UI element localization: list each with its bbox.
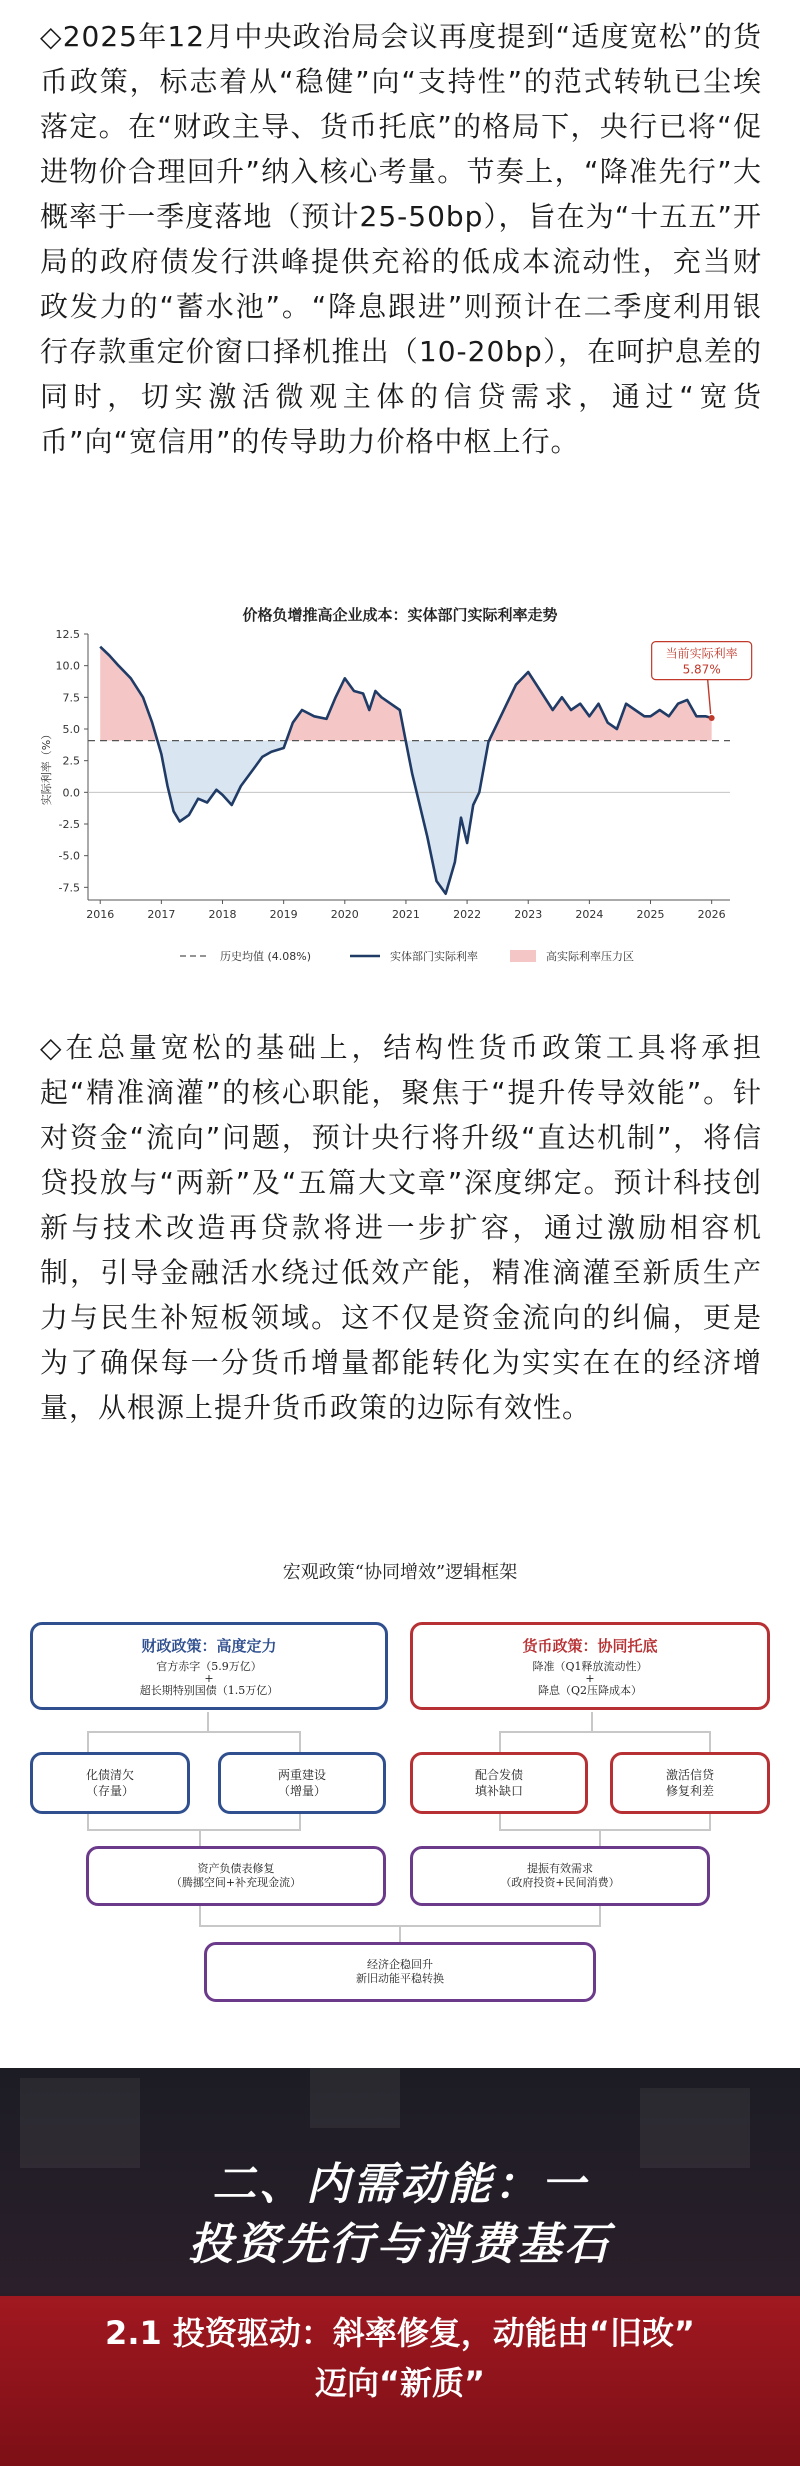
dual-construction-line-1: 两重建设 (277, 1768, 326, 1782)
annotation-arrow (708, 680, 711, 714)
legend-pressure-label: 高实际利率压力区 (546, 950, 634, 963)
banner-heading-2: 投资先行与消费基石 (188, 2219, 612, 2270)
debt-resolution-box (30, 1752, 190, 1814)
y-tick-label: 2.5 (62, 754, 80, 768)
y-tick-label: 12.5 (55, 628, 80, 641)
y-axis-label: 实际利率（%） (40, 728, 53, 806)
debt-resolution-line-1: 化债清欠 (85, 1768, 134, 1782)
legend-mean-label: 历史均值 (4.08%) (220, 950, 312, 963)
connector (200, 1812, 300, 1830)
credit-activation-box (610, 1752, 770, 1814)
effective-demand-line-2: （政府投资+民间消费） (500, 1876, 620, 1889)
framework-title: 宏观政策“协同增效”逻辑框架 (282, 1562, 518, 1583)
fiscal-line-1: 官方赤字（5.9万亿） (156, 1659, 262, 1673)
connector (200, 1906, 400, 1942)
below-mean-area (100, 647, 712, 894)
annotation-value: 5.87% (682, 662, 721, 677)
monetary-policy-heading: 货币政策：协同托底 (522, 1636, 658, 1655)
banner-subheading-2: 迈向“新质” (314, 2364, 486, 2402)
real-rate-chart (0, 628, 800, 988)
paragraph-structural-tools: ◇在总量宽松的基础上，结构性货币政策工具将承担起“精准滴灌”的核心职能，聚焦于“提升传导效能”。针对资金“流向”问题，预计央行将升级“直达机制”，将信贷投放与“两新”及“五篇大文章”深度绑定。预计科技创新与技术改造再贷款将进一步扩容，通过激励相容机制，引导金融活水绕过低效产能，精准滴灌至新质生产力与民生补短板领域。这不仅是资金流向的纠偏，更是为了确保每一分货币增量都能转化为实实在在的经济增量，从根源上提升货币政策的边际有效性。 (40, 1031, 762, 1424)
y-tick-label: 5.0 (62, 723, 80, 736)
fiscal-policy-box (30, 1622, 388, 1710)
x-tick-label: 2016 (86, 908, 115, 921)
current-point-marker (709, 715, 715, 721)
monetary-policy-box (410, 1622, 770, 1710)
connector (500, 1712, 592, 1752)
y-tick-label: -2.5 (58, 818, 80, 831)
y-tick-label: -5.0 (58, 849, 80, 863)
credit-activation-line-1: 激活信贷 (665, 1768, 714, 1782)
chart-title: 价格负增推高企业成本：实体部门实际利率走势 (242, 606, 558, 624)
balance-sheet-line-2: （腾挪空间+补充现金流） (170, 1876, 302, 1889)
effective-demand-line-1: 提振有效需求 (527, 1862, 593, 1875)
balance-sheet-repair-box (86, 1846, 386, 1906)
paragraph-monetary-policy: ◇2025年12月中央政治局会议再度提到“适度宽松”的货币政策，标志着从“稳健”向“支持性”的范式转轨已尘埃落定。在“财政主导、货币托底”的格局下，央行已将“促进物价合理回升”纳入核心考量。节奏上，“降准先行”大概率于一季度落地（预计25-50bp），旨在为“十五五”开局的政府债发行洪峰提供充裕的低成本流动性，充当财政发力的“蓄水池”。“降息跟进”则预计在二季度利用银行存款重定价窗口择机推出（10-20bp），在呵护息差的同时，切实激活微观主体的信贷需求，通过“宽货币”向“宽信用”的传导助力价格中枢上行。 (40, 20, 762, 458)
x-tick-label: 2021 (391, 908, 420, 921)
connector (500, 1812, 600, 1846)
x-tick-label: 2025 (636, 908, 665, 921)
connector (208, 1732, 300, 1752)
banner-decoration (310, 2068, 400, 2128)
stabilization-line-2: 新旧动能平稳转换 (356, 1972, 444, 1985)
legend-series-label: 实体部门实际利率 (390, 950, 478, 963)
effective-demand-box (410, 1846, 710, 1906)
stabilization-line-1: 经济企稳回升 (367, 1958, 433, 1971)
connector (88, 1712, 208, 1752)
fiscal-line-2: 超长期特别国债（1.5万亿） (139, 1683, 279, 1697)
x-tick-label: 2024 (575, 908, 604, 921)
debt-resolution-line-2: （存量） (85, 1784, 134, 1798)
balance-sheet-line-1: 资产负债表修复 (197, 1862, 275, 1875)
dual-construction-line-2: （增量） (277, 1784, 326, 1798)
x-tick-label: 2017 (147, 908, 176, 921)
connector (88, 1812, 200, 1846)
y-tick-label: 0.0 (62, 786, 80, 800)
banner-heading-1: 二、内需动能：一 (212, 2159, 588, 2210)
monetary-line-1: 降准（Q1释放流动性） (532, 1659, 648, 1673)
fiscal-policy-heading: 财政政策：高度定力 (141, 1636, 277, 1655)
monetary-plus: + (585, 1671, 595, 1685)
y-tick-label: 10.0 (55, 659, 80, 673)
credit-activation-line-2: 修复利差 (665, 1784, 714, 1798)
x-tick-label: 2026 (697, 908, 726, 921)
x-tick-label: 2023 (514, 908, 543, 921)
y-tick-label: 7.5 (62, 691, 80, 705)
section-banner (0, 2068, 800, 2466)
legend-pressure-swatch (510, 950, 536, 962)
economic-stabilization-box (204, 1942, 596, 2002)
connector (400, 1906, 600, 1926)
monetary-line-2: 降息（Q2压降成本） (537, 1683, 643, 1697)
bond-support-line-1: 配合发债 (474, 1768, 523, 1782)
y-tick-label: -7.5 (58, 881, 80, 895)
dual-construction-box (218, 1752, 386, 1814)
bond-support-box (410, 1752, 588, 1814)
connector (600, 1812, 710, 1830)
fiscal-plus: + (204, 1671, 214, 1685)
annotation-label: 当前实际利率 (665, 646, 738, 661)
connector (592, 1732, 710, 1752)
x-tick-label: 2020 (330, 908, 359, 921)
banner-subheading-1: 2.1 投资驱动：斜率修复，动能由“旧改” (105, 2314, 695, 2352)
x-tick-label: 2019 (269, 908, 298, 921)
bond-support-line-2: 填补缺口 (474, 1784, 523, 1798)
x-tick-label: 2022 (453, 908, 482, 921)
x-tick-label: 2018 (208, 908, 237, 921)
